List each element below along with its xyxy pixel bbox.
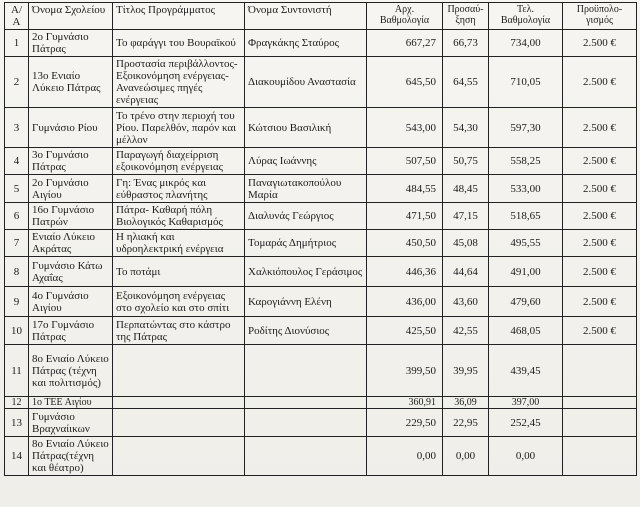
cell-funding: 2.500 €: [563, 175, 637, 203]
cell-funding: 2.500 €: [563, 203, 637, 230]
cell-aa: 9: [5, 287, 29, 317]
cell-final-score: 479,60: [489, 287, 563, 317]
cell-coordinator: Ροδίτης Διονύσιος: [245, 317, 367, 345]
cell-aa: 3: [5, 108, 29, 148]
cell-coordinator: Λύρας Ιωάννης: [245, 148, 367, 175]
cell-school: 1ο ΤΕΕ Αιγίου: [29, 397, 113, 409]
cell-initial-score: 229,50: [367, 409, 443, 437]
cell-coordinator: [245, 409, 367, 437]
cell-program: Γη: Ένας μικρός και εύθραστος πλανήτης: [113, 175, 245, 203]
cell-initial-score: 507,50: [367, 148, 443, 175]
cell-bonus: 48,45: [443, 175, 489, 203]
cell-funding: 2.500 €: [563, 317, 637, 345]
cell-coordinator: [245, 397, 367, 409]
cell-initial-score: 360,91: [367, 397, 443, 409]
cell-bonus: 0,00: [443, 437, 489, 476]
cell-program: Το τρένο στην περιοχή του Ρίου. Παρελθόν, παρόν και μέλλον: [113, 108, 245, 148]
header-initial-score: Αρχ. Βαθμολογία: [367, 3, 443, 30]
cell-bonus: 45,08: [443, 230, 489, 257]
cell-program: Η ηλιακή και υδροηλεκτρική ενέργεια: [113, 230, 245, 257]
cell-program: Πάτρα- Καθαρή πόλη Βιολογικός Καθαρισμός: [113, 203, 245, 230]
cell-aa: 1: [5, 30, 29, 57]
cell-initial-score: 399,50: [367, 345, 443, 397]
header-funding: Προϋπολο- γισμός: [563, 3, 637, 30]
cell-initial-score: 471,50: [367, 203, 443, 230]
cell-initial-score: 425,50: [367, 317, 443, 345]
cell-program: Το ποτάμι: [113, 257, 245, 287]
cell-bonus: 43,60: [443, 287, 489, 317]
cell-school: 3ο Γυμνάσιο Πάτρας: [29, 148, 113, 175]
cell-school: Γυμνάσιο Ρίου: [29, 108, 113, 148]
cell-initial-score: 484,55: [367, 175, 443, 203]
cell-final-score: 533,00: [489, 175, 563, 203]
table-row: [5, 230, 637, 257]
cell-school: 2ο Γυμνάσιο Πάτρας: [29, 30, 113, 57]
cell-bonus: 42,55: [443, 317, 489, 345]
cell-final-score: 439,45: [489, 345, 563, 397]
cell-program: Περπατώντας στο κάστρο της Πάτρας: [113, 317, 245, 345]
cell-final-score: 710,05: [489, 57, 563, 108]
header-row: [5, 3, 637, 30]
cell-initial-score: 667,27: [367, 30, 443, 57]
cell-coordinator: Φραγκάκης Σταύρος: [245, 30, 367, 57]
cell-final-score: 0,00: [489, 437, 563, 476]
cell-final-score: 397,00: [489, 397, 563, 409]
cell-school: 2ο Γυμνάσιο Αιγίου: [29, 175, 113, 203]
cell-funding: [563, 409, 637, 437]
cell-aa: 4: [5, 148, 29, 175]
cell-final-score: 491,00: [489, 257, 563, 287]
cell-aa: 5: [5, 175, 29, 203]
header-program: Τίτλος Προγράμματος: [113, 3, 245, 30]
cell-bonus: 50,75: [443, 148, 489, 175]
cell-aa: 8: [5, 257, 29, 287]
table-row: [5, 257, 637, 287]
table-row: [5, 148, 637, 175]
cell-final-score: 558,25: [489, 148, 563, 175]
cell-initial-score: 436,00: [367, 287, 443, 317]
cell-final-score: 252,45: [489, 409, 563, 437]
cell-funding: [563, 345, 637, 397]
cell-school: 16ο Γυμνάσιο Πατρών: [29, 203, 113, 230]
header-final-score: Τελ. Βαθμολογία: [489, 3, 563, 30]
cell-coordinator: Κώτσιου Βασιλική: [245, 108, 367, 148]
cell-coordinator: Τομαράς Δημήτριος: [245, 230, 367, 257]
header-coordinator: Όνομα Συντονιστή: [245, 3, 367, 30]
cell-program: [113, 409, 245, 437]
table-row: [5, 317, 637, 345]
cell-program: Εξοικονόμηση ενέργειας στο σχολείο και στο σπίτι: [113, 287, 245, 317]
cell-program: [113, 345, 245, 397]
table-row: [5, 108, 637, 148]
cell-bonus: 39,95: [443, 345, 489, 397]
cell-school: Γυμνάσιο Βραχναίικων: [29, 409, 113, 437]
table-row: [5, 409, 637, 437]
cell-coordinator: [245, 437, 367, 476]
cell-program: Το φαράγγι του Βουραϊκού: [113, 30, 245, 57]
table-row: [5, 203, 637, 230]
table-row: [5, 437, 637, 476]
cell-coordinator: Παναγιωτακοπούλου Μαρία: [245, 175, 367, 203]
cell-program: [113, 397, 245, 409]
cell-funding: 2.500 €: [563, 148, 637, 175]
cell-funding: 2.500 €: [563, 287, 637, 317]
cell-aa: 10: [5, 317, 29, 345]
cell-aa: 13: [5, 409, 29, 437]
cell-aa: 11: [5, 345, 29, 397]
header-bonus: Προσαύ- ξηση: [443, 3, 489, 30]
cell-initial-score: 0,00: [367, 437, 443, 476]
cell-program: Προστασία περιβάλλοντος- Εξοικονόμηση ενέργειας- Ανανεώσιμες πηγές ενέργειας: [113, 57, 245, 108]
cell-aa: 12: [5, 397, 29, 409]
table-row: [5, 30, 637, 57]
cell-coordinator: Διακουμίδου Αναστασία: [245, 57, 367, 108]
cell-program: [113, 437, 245, 476]
cell-coordinator: Καρογιάννη Ελένη: [245, 287, 367, 317]
cell-school: 8ο Ενιαίο Λύκειο Πάτρας(τέχνη και θέατρο): [29, 437, 113, 476]
cell-program: Παραγωγή διαχείρριση εξοικονόμηση ενέργειας: [113, 148, 245, 175]
cell-bonus: 36,09: [443, 397, 489, 409]
cell-school: Γυμνάσιο Κάτω Αχαΐας: [29, 257, 113, 287]
cell-school: 17ο Γυμνάσιο Πάτρας: [29, 317, 113, 345]
table-row: [5, 287, 637, 317]
cell-funding: [563, 397, 637, 409]
cell-school: 8ο Ενιαίο Λύκειο Πάτρας (τέχνη και πολιτισμός): [29, 345, 113, 397]
cell-initial-score: 543,00: [367, 108, 443, 148]
cell-bonus: 54,30: [443, 108, 489, 148]
cell-final-score: 518,65: [489, 203, 563, 230]
cell-aa: 7: [5, 230, 29, 257]
cell-final-score: 468,05: [489, 317, 563, 345]
cell-funding: 2.500 €: [563, 257, 637, 287]
table-row: [5, 57, 637, 108]
cell-school: 4ο Γυμνάσιο Αιγίου: [29, 287, 113, 317]
cell-bonus: 64,55: [443, 57, 489, 108]
table-row: [5, 345, 637, 397]
cell-funding: 2.500 €: [563, 108, 637, 148]
cell-aa: 2: [5, 57, 29, 108]
cell-bonus: 22,95: [443, 409, 489, 437]
cell-aa: 14: [5, 437, 29, 476]
cell-bonus: 44,64: [443, 257, 489, 287]
header-school: Όνομα Σχολείου: [29, 3, 113, 30]
table-row: [5, 397, 637, 409]
cell-initial-score: 450,50: [367, 230, 443, 257]
cell-initial-score: 645,50: [367, 57, 443, 108]
cell-funding: 2.500 €: [563, 230, 637, 257]
cell-final-score: 597,30: [489, 108, 563, 148]
cell-final-score: 495,55: [489, 230, 563, 257]
cell-bonus: 47,15: [443, 203, 489, 230]
cell-funding: 2.500 €: [563, 57, 637, 108]
cell-school: Ενιαίο Λύκειο Ακράτας: [29, 230, 113, 257]
cell-initial-score: 446,36: [367, 257, 443, 287]
table-row: [5, 175, 637, 203]
cell-aa: 6: [5, 203, 29, 230]
cell-coordinator: [245, 345, 367, 397]
cell-funding: [563, 437, 637, 476]
funding-results-table: [4, 2, 637, 476]
cell-final-score: 734,00: [489, 30, 563, 57]
cell-bonus: 66,73: [443, 30, 489, 57]
cell-coordinator: Διαλυνάς Γεώργιος: [245, 203, 367, 230]
header-aa: Α/Α: [5, 3, 29, 30]
cell-school: 13ο Ενιαίο Λύκειο Πάτρας: [29, 57, 113, 108]
cell-funding: 2.500 €: [563, 30, 637, 57]
cell-coordinator: Χαλκιόπουλος Γεράσιμος: [245, 257, 367, 287]
